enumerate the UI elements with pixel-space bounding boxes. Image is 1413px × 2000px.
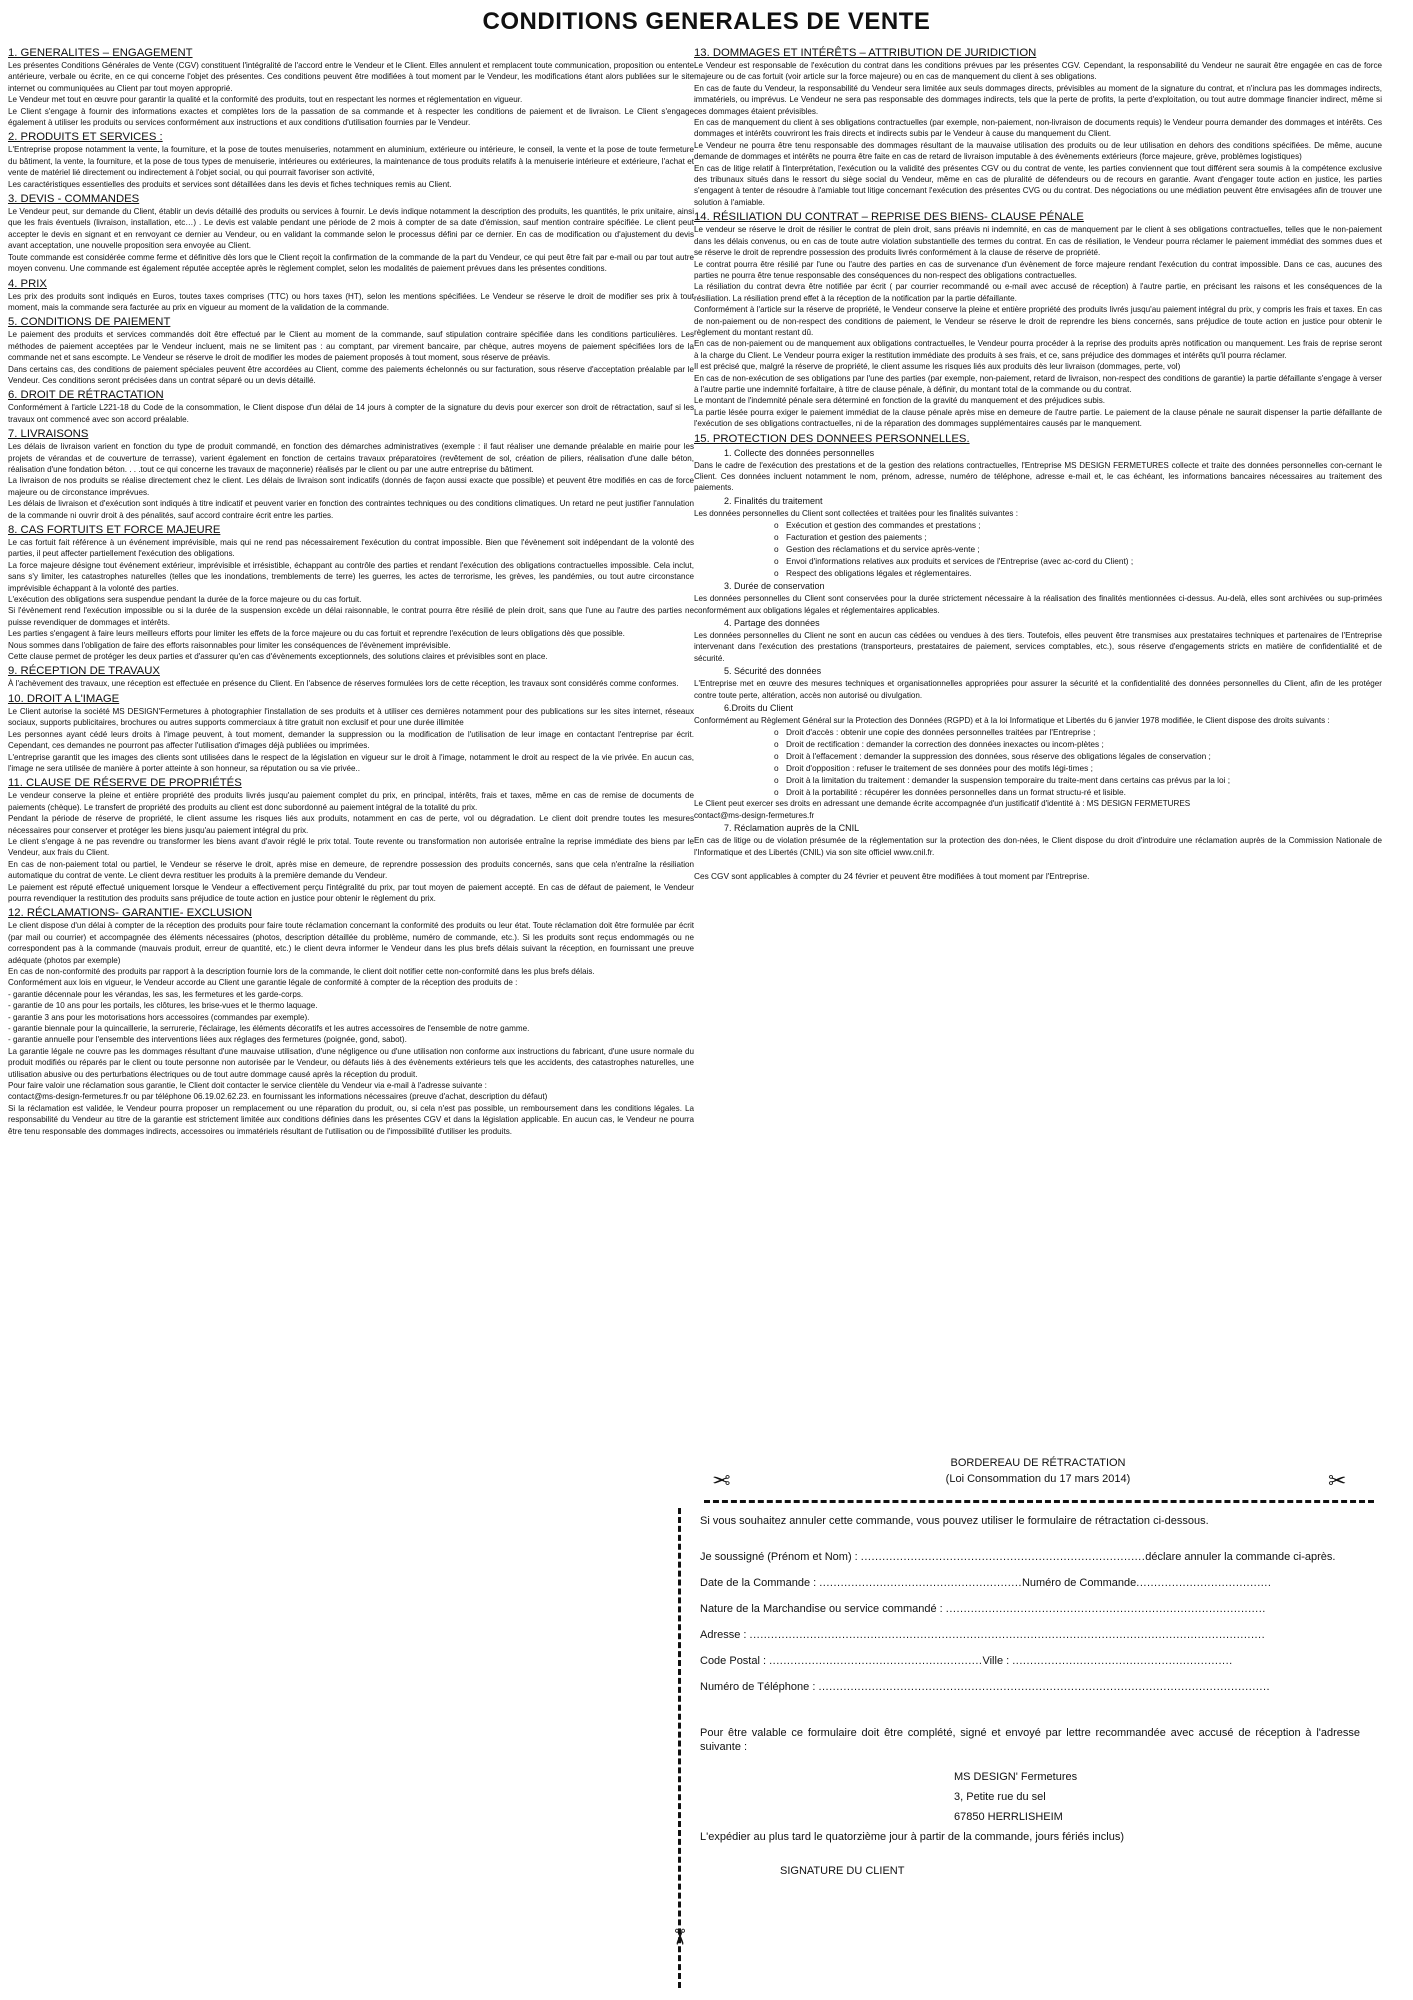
section <box>8 192 694 274</box>
field-order-date[interactable] <box>700 1576 1360 1590</box>
paragraph: La garantie légale ne couvre pas les dommages résultant d'une mauvaise utilisation, d'une négligence ou d'une utilisation non conforme aux instructions du fabricant, d'une usure normale du produit modifiés ou réparés par le client ou toute personne non autorisée par le Vendeur, ou défauts liés à des évènements extérieurs tels que les accidents, des catastrophes naturelles, une utilisation abusive ou des perturbations électriques ou de tout autre dommage causé après la réception du produit. <box>8 1046 694 1079</box>
bullet-item: o Droit à la limitation du traitement : demander la suspension temporaire du traite-ment dans certains cas prévus par la loi ; <box>774 774 1382 786</box>
field-postal-city[interactable] <box>700 1654 1360 1668</box>
paragraph: - garantie biennale pour la quincaillerie, la serrurerie, l'éclairage, les éléments décoratifs et les autres accessoires de l'ensemble de notre gamme. <box>8 1024 530 1034</box>
paragraph: Si l'évènement rend l'exécution impossible ou si la durée de la suspension excède un délai raisonnable, le contrat pourra être résilié de plein droit, sans que l'une au l'autre des parties ne puisse revendiquer de dommages et intérêts. <box>8 606 694 627</box>
paragraph: Toute commande est considérée comme ferme et définitive dès lors que le Client reçoit la confirmation de la commande de la part du Vendeur, ce qui peut être fait par e-mail ou par tout autre moyen convenu. Une commande est également réputée acceptée après le règlement complet, selon les modalités de paiement prévues dans les présentes conditions. <box>8 252 694 274</box>
paragraph: Les parties s'engagent à faire leurs meilleurs efforts pour limiter les effets de la force majeure ou du cas fortuit et reprendre l'exécution de leurs obligations dès que possible. <box>8 629 625 639</box>
paragraph: Conformément à l'article sur la réserve de propriété, le Vendeur conserve la pleine et entière propriété des produits livrés jusqu'au paiement intégral du prix, y compris les frais et taxes. En cas de non-paiement ou de non-respect des conditions de paiement, le Vendeur se réserve le droit de reprendre les biens concernés, sans préjudice de toute action en justice pour obtenir le règlement du montant restant dû. <box>694 305 1382 337</box>
paragraph: Le Vendeur ne pourra être tenu responsable des dommages résultant de la mauvaise utilisation des produits ou de leur utilisation en dehors des conditions spécifiées. De même, aucune demande de dommages et intérêts ne pourra être faite en cas de retard de livraison imputable à des évènements extérieurs (force majeure, grève, problèmes logistiques) <box>694 140 1382 162</box>
bullet-item: o Droit à la portabilité : récupérer les données personnelles dans un format structu-ré et lisible. <box>774 786 1382 798</box>
field-dots: .......................................................................................... <box>945 1603 1266 1615</box>
section <box>8 130 694 190</box>
paragraph: L'entreprise garantit que les images des clients sont utilisées dans le respect de la législation en vigueur sur le droit à l'image, notamment le droit au respect de la vie privée. En aucun cas, l'image ne sera utilisée de manière à porter atteinte à son honneur, sa réputation ou sa vie privée.. <box>8 752 694 773</box>
paragraph: Le contrat pourra être résilié par l'une ou l'autre des parties en cas de survenance d'un évènement de force majeure rendant l'exécution du contrat impossible. Dans ce cas, aucunes des parties ne pourra être tenue responsable des conséquences du non-respect des obligations contractuelles. <box>694 259 1382 280</box>
finalites-list <box>694 519 1382 579</box>
field-dots: ................................................................................ <box>860 1551 1146 1563</box>
section <box>8 46 694 128</box>
paragraph: Le client s'engage à ne pas revendre ou transformer les biens avant d'avoir réglé le prix total. Toute revente ou transformation non autorisée entraîne la reprise immédiate des biens par le Vendeur, aux frais du Client. <box>8 836 694 858</box>
bordereau-title: BORDEREAU DE RÉTRACTATION <box>950 1457 1126 1469</box>
closing-note: Ces CGV sont applicables à compter du 24 février et peuvent être modifiées à tout moment par l'Entreprise. <box>694 871 1090 882</box>
bordereau-subtitle: (Loi Consommation du 17 mars 2014) <box>945 1473 1131 1485</box>
field-label: Adresse : <box>700 1629 750 1641</box>
scissors-icon: ✂ <box>667 1927 693 1947</box>
field-label: Numéro de Commande <box>1021 1577 1137 1589</box>
paragraph: Les prix des produits sont indiqués en Euros, toutes taxes comprises (TTC) ou hors taxes (HT), selon les mentions spécifiées. Le Vendeur se réserve le droit de modifier ses prix à tout moment, mais la commande sera facturée au prix en vigueur au moment de la validation de la commande. <box>8 291 694 312</box>
section-title: 11. CLAUSE DE RÉSERVE DE PROPRIÉTÉS <box>8 777 242 790</box>
bullet-item: o Envoi d'informations relatives aux produits et services de l'Entreprise (avec ac-cord du Client) ; <box>774 555 1382 567</box>
paragraph: - garantie annuelle pour l'ensemble des interventions liées aux réglages des fermetures (poignée, gond, sabot). <box>8 1035 407 1045</box>
paragraph: Le Vendeur met tout en œuvre pour garantir la qualité et la conformité des produits, tout en respectant les normes et réglementation en vigueur. <box>8 95 523 105</box>
field-address[interactable] <box>700 1628 1360 1642</box>
paragraph: Conformément aux lois en vigueur, le Vendeur accorde au Client une garantie légale de conformité à compter de la réception des produits de : <box>8 978 518 988</box>
section <box>8 427 694 521</box>
field-dots: .............................................................. <box>1012 1655 1233 1667</box>
paragraph: Les données personnelles du Client sont conservées pour la durée strictement nécessaire à la réalisation des finalités mentionnées ci-dessus. Au-delà, elles sont archivées ou sup-primées conformément aux obligations légales et réglementaires applicables. <box>694 594 1382 615</box>
paragraph: Le vendeur conserve la pleine et entière propriété des produits livrés jusqu'au paiement complet du prix, en principal, intérêts, frais et taxes, même en cas de remise de documents de paiements (chèque). Le transfert de propriété des produits au client est donc subordonné au paiement intégral de la totalité du prix. <box>8 791 694 812</box>
paragraph: La force majeure désigne tout événement extérieur, imprévisible et irrésistible, échappant au contrôle des parties et rendant l'exécution des obligations contractuelles impossible. Cela inclut, sans s'y limiter, les catastrophes naturelles (telles que les inondations, tremblements de terre) les guerres, les actes de terrorisme, les grèves, les pandémies, ou tout autre circonstance imprévisible échappant à la volonté des parties. <box>8 560 694 593</box>
section <box>8 388 694 425</box>
paragraph: À l'achèvement des travaux, une réception est effectuée en présence du Client. En l'absence de réserves formulées lors de cette réception, les travaux sont considérés comme conformes. <box>8 679 679 689</box>
section-15 <box>694 432 1382 883</box>
paragraph: Conformément au Règlement Général sur la Protection des Données (RGPD) et à la loi Informatique et Libertés du 6 janvier 1978 modifiée, le Client dispose des droits suivants : <box>694 716 1330 726</box>
section-title: 6. DROIT DE RÉTRACTATION <box>8 389 164 402</box>
field-label: Ville : <box>982 1655 1013 1667</box>
bordereau-instructions: Pour être valable ce formulaire doit être complété, signé et envoyé par lettre recommandée avec accusé de réception à l'adresse suivante : <box>700 1727 1360 1753</box>
paragraph: Le paiement est réputé effectué uniquement lorsque le Vendeur a effectivement perçu l'intégralité du prix, par tout moyen de paiement accepté. En cas de défaut de paiement, le Vendeur pourra revendiquer la restitution des produits sans préjudice de toute action en justice pour obtenir le règlement du prix. <box>8 882 694 903</box>
bordereau-intro: Si vous souhaitez annuler cette commande, vous pouvez utiliser le formulaire de rétractation ci-dessous. <box>700 1515 1209 1527</box>
paragraph: Conformément à l'article L221-18 du Code de la consommation, le Client dispose d'un délai de 14 jours à compter de la signature du devis pour exercer son droit de rétractation, sauf si les travaux ont commencé avec son accord préalable. <box>8 403 694 424</box>
field-dots: ............................................................ <box>769 1655 983 1667</box>
paragraph: - garantie 3 ans pour les motorisations hors accessoires (commandes par exemple). <box>8 1012 310 1022</box>
paragraph: Pour faire valoir une réclamation sous garantie, le Client doit contacter le service clientèle du Vendeur via e-mail à l'adresse suivante : <box>8 1081 487 1091</box>
bullet-item: o Droit d'accès : obtenir une copie des données personnelles traitées par l'Entreprise ; <box>774 726 1382 738</box>
field-label: Nature de la Marchandise ou service commandé : <box>700 1603 946 1615</box>
section <box>8 776 694 904</box>
section <box>694 210 1382 429</box>
bullet-item: o Droit à l'effacement : demander la suppression des données, sous réserve des obligations légales de conservation ; <box>774 750 1382 762</box>
section-title: 14. RÉSILIATION DU CONTRAT – REPRISE DES BIENS- CLAUSE PÉNALE <box>694 211 1084 224</box>
bullet-item: o Facturation et gestion des paiements ; <box>774 531 1382 543</box>
paragraph: Le Vendeur est responsable de l'exécution du contrat dans les conditions prévues par les présentes CGV. Cependant, la responsabilité du Vendeur ne saurait être engagée en cas de force majeure ou de cas fortuit (voir article sur la force majeure) ou en cas de manquement du client à ses obligations. <box>694 61 1382 82</box>
paragraph: Le cas fortuit fait référence à un événement imprévisible, mais qui ne rend pas nécessairement l'exécution du contrat impossible. Bien que l'évènement soit indépendant de la volonté des parties, il peut affecter partiellement l'exécution des obligations. <box>8 538 694 559</box>
paragraph: Les données personnelles du Client sont collectées et traitées pour les finalités suivantes : <box>694 508 1018 518</box>
paragraph: Les présentes Conditions Générales de Vente (CGV) constituent l'intégralité de l'accord entre le Vendeur et le Client. Elles annulent et remplacent toute communication, proposition ou entente antérieure, verbale ou écrite, en ce qui concerne l'objet des présentes. Ces conditions peuvent être modifiées à tout moment par le Vendeur, les modifications étant alors publiées sur le site internet ou communiquées au Client par tout moyen approprié. <box>8 61 694 93</box>
section <box>8 277 694 314</box>
paragraph: Le client dispose d'un délai à compter de la réception des produits pour faire toute réclamation concernant la conformité des produits ou leur état. Toute réclamation doit être formulée par écrit (par mail ou courrier) et accompagnée des éléments nécessaires (photos, description détaillée du problème, numéro de commande, etc.). Si les produits sont reçus endommagés ou ne correspondent pas à la commande (mauvais produit, erreur de quantité, etc.) le client devra informer le Vendeur dans les plus brefs délais suivant la réception, en fournissant une preuve adéquate (photos par exemple) <box>8 921 694 965</box>
paragraph: Le Client s'engage à fournir des informations exactes et complètes lors de la passation de sa commande et à respecter les conditions de paiement et de livraison. Le Client s'engage également à utiliser les produits ou services conformément aux instructions et aux conditions d'utilisation fournies par le Vendeur. <box>8 106 694 128</box>
paragraph: En cas de faute du Vendeur, la responsabilité du Vendeur sera limitée aux seuls dommages directs, prévisibles au moment de la signature du contrat, et n'inclura pas les dommages indirects, immatériels, ou imprévus. Le Vendeur ne sera pas responsable des dommages indirects, tels que la perte de profits, la perte d'exploitation, ou tout autre dommage financier indirect, même si ces dommages étaient prévisibles. <box>694 83 1382 116</box>
subheading-duree: 3. Durée de conservation <box>724 581 825 592</box>
field-dots: ......................................................... <box>819 1577 1022 1589</box>
company-street: 3, Petite rue du sel <box>954 1791 1046 1803</box>
paragraph: Les personnes ayant cédé leurs droits à l'image peuvent, à tout moment, demander la suppression ou la modification de l'utilisation de leur image en contactant l'entreprise par écrit. Cependant, ces demandes ne pourront pas affecter l'utilisation d'images déjà publiées ou imprimées. <box>8 729 694 751</box>
bordereau-deadline: L'expédier au plus tard le quatorzième jour à partir de la commande, jours fériés inclus) <box>700 1831 1124 1843</box>
field-label: Numéro de Téléphone : <box>700 1681 819 1693</box>
section <box>694 46 1382 208</box>
section <box>8 692 694 774</box>
paragraph: Le vendeur se réserve le droit de résilier le contrat de plein droit, sans préavis ni indemnité, en cas de manquement par le client à ses obligations contractuelles, telles que le non-paiement dans les délais convenus, ou en cas de toute autre violation substantielle des termes du contrat. En cas de résiliation, le Vendeur pourra réclamer le paiement immédiat des sommes dues et se réserve le droit de reprendre possession des produits livrés conformément à la clause de réserve de propriété. <box>694 225 1382 258</box>
field-label: Je soussigné (Prénom et Nom) : <box>700 1551 861 1563</box>
paragraph: Si la réclamation est validée, le Vendeur pourra proposer un remplacement ou une réparation du produit, ou, si cela n'est pas possible, un remboursement dans les conditions légales. La responsabilité du Vendeur au titre de la garantie est strictement limitée aux conditions définies dans les présentes CGV et dans la législation applicable. En aucun cas, le Vendeur ne pourra être tenu responsable des dommages indirects, accessoires ou immatériels résultant de l'utilisation ou de l'impossibilité d'utiliser les produits. <box>8 1103 694 1136</box>
paragraph: L'Entreprise met en œuvre des mesures techniques et organisationnelles appropriées pour assurer la sécurité et la confidentialité des données personnelles du Client, afin de les protéger contre toute perte, altération, accès non autorisé ou divulgation. <box>694 679 1382 700</box>
field-label: Code Postal : <box>700 1655 770 1667</box>
paragraph: La livraison de nos produits se réalise directement chez le client. Les délais de livraison sont indicatifs (donnés de façon aussi exacte que possible) et peuvent être modifiés en cas de force majeure ou de circonstance imprévues. <box>8 476 694 497</box>
bullet-item: o Gestion des réclamations et du service après-vente ; <box>774 543 1382 555</box>
field-dots: ...................................... <box>1136 1577 1272 1589</box>
bordereau-retractation <box>667 1450 1382 1990</box>
paragraph: Il est précisé que, malgré la réserve de propriété, le client assume les risques liés aux produits dès leur livraison (dommages, perte, vol) <box>694 362 1181 372</box>
paragraph: En cas de manquement du client à ses obligations contractuelles (par exemple, non-paiement, non-livraison de documents requis) le Vendeur pourra demander des dommages et intérêts. Ces dommages et intérêts couvriront les frais directs et indirects subis par le Vendeur à cause du manquement du Client. <box>694 118 1382 139</box>
paragraph: En cas de non-paiement ou de manquement aux obligations contractuelles, le Vendeur pourra procéder à la reprise des produits après notification ou manquement. Les frais de reprise seront à la charge du Client. Le Vendeur pourra exiger la restitution immédiate des produits à ses frais, et ce, sans préjudice des dommages et intérêts qu'il pourra réclamer. <box>694 339 1382 360</box>
droits-list <box>694 726 1382 798</box>
cut-line-vertical <box>678 1508 681 1988</box>
paragraph: L'exécution des obligations sera suspendue pendant la durée de la force majeure ou du cas fortuit. <box>8 595 362 605</box>
paragraph: Dans certains cas, des conditions de paiement spéciales peuvent être accordées au Client, comme des paiements échelonnés ou sur facturation, sous réserve d'acceptation préalable par le Vendeur. Ces conditions seront précisées dans un contrat séparé ou un devis détaillé. <box>8 364 694 385</box>
bullet-item: o Exécution et gestion des commandes et prestations ; <box>774 519 1382 531</box>
paragraph: En cas de non-paiement total ou partiel, le Vendeur se réserve le droit, après mise en demeure, de reprendre possession des produits concernés, sans que cela n'entraîne la résiliation automatique du contrat de vente. Le client devra restituer les produits à la première demande du Vendeur. <box>8 859 694 881</box>
paragraph: Les données personnelles du Client ne sont en aucun cas cédées ou vendues à des tiers. Toutefois, elles peuvent être transmises aux prestataires techniques et partenaires de l'Entreprise intervenant dans l'exécution des prestations (transporteurs, prestataires de paiement, services comptables, etc.), sous réserve d'engagements stricts en matière de confidentialité et de sécurité. <box>694 631 1382 663</box>
paragraph: Cette clause permet de protéger les deux parties et d'assurer qu'en cas d'évènements exceptionnels, des solutions claires et prévisibles sont en place. <box>8 652 548 662</box>
paragraph: - garantie de 10 ans pour les portails, les clôtures, les brise-vues et le thermo laquage. <box>8 1001 318 1011</box>
bullet-item: o Droit d'opposition : refuser le traitement de ses données pour des motifs légi-times ; <box>774 762 1382 774</box>
subheading-partage: 4. Partage des données <box>724 618 820 629</box>
paragraph: Le paiement des produits et services commandés doit être effectué par le Client au moment de la commande, sauf stipulation contraire spécifiée dans les conditions particulières. Les méthodes de paiement acceptées par le Vendeur incluent, mais ne se limitent pas : au comptant, par virement bancaire, par chèque, autres moyens de paiement spécifiées lors de la commande net et sans escompte. Le Vendeur se réserve le droit de modifier les modes de paiement proposés à tout moment, sous réserve de préavis. <box>8 330 694 363</box>
paragraph: Les délais de livraison varient en fonction du type de produit commandé, en fonction des démarches administratives (exemple : il faut réaliser une demande préalable en mairie pour les projets de vérandas et de couverture de terrasse), varient également en fonction de certains travaux préparatoires (revêtement de sol, création de piliers, réalisation d'une dalle béton, réalisation d'une fondation béton. . . .tout ce qui concerne les travaux de maçonnerie) réalisés par le client ou par une autre entreprise du bâtiment. <box>8 442 694 474</box>
paragraph: En cas de non-exécution de ses obligations par l'une des parties (par exemple, non-paiement, retard de livraison, non-respect des conditions de garantie) la partie défaillante s'engage à verser à l'autre partie une indemnité forfaitaire, à titre de clause pénale, à définir, du montant total de la commande ou du contrat. <box>694 373 1382 394</box>
section-title: 5. CONDITIONS DE PAIEMENT <box>8 316 171 329</box>
paragraph: contact@ms-design-fermetures.fr ou par téléphone 06.19.02.62.23. en fournissant les informations nécessaires (preuve d'achat, description du défaut) <box>8 1092 548 1102</box>
company-city: 67850 HERRLISHEIM <box>954 1811 1063 1823</box>
left-column <box>8 44 694 1992</box>
scissors-icon: ✂ <box>1328 1468 1347 1493</box>
section-title: 13. DOMMAGES ET INTÉRÊTS – ATTRIBUTION DE JURIDICTION <box>694 47 1037 59</box>
paragraph: Le montant de l'indemnité pénale sera déterminé en fonction de la gravité du manquement et des préjudices subis. <box>694 396 1105 406</box>
paragraph: Les délais de livraison et d'exécution sont indiqués à titre indicatif et peuvent varier en fonction des contraintes techniques ou des conditions climatiques. Un retard ne peut justifier l'annulation de la commande ni ouvrir droit à des pénalités, sauf accord contraire écrit entre les parties. <box>8 499 694 520</box>
right-column <box>694 44 1382 1434</box>
paragraph: - garantie décennale pour les vérandas, les sas, les fermetures et les garde-corps. <box>8 989 304 999</box>
subheading-collecte: 1. Collecte des données personnelles <box>724 447 875 458</box>
paragraph: Le Vendeur peut, sur demande du Client, établir un devis détaillé des produits ou services à fournir. Le devis indique notamment la description des produits, les quantités, le prix unitaire, ainsi que les frais éventuels (livraison, installation, etc…) . Le devis est valable pendant une période de 2 mois à compter de sa date d'émission, sauf mention contraire spécifiée. Le client peut accepter le devis en signant et en renvoyant ce dernier au Vendeur, ou en validant la commande selon le processus défini par ce dernier. En cas de modification ou d'ajustement du devis avant acceptation, une nouvelle proposition sera envoyée au Client. <box>8 207 694 251</box>
cut-line-horizontal <box>704 1500 1374 1503</box>
section-title: 9. RÉCEPTION DE TRAVAUX <box>8 665 160 678</box>
section-title: 2. PRODUITS ET SERVICES : <box>8 131 163 144</box>
section <box>8 906 694 1137</box>
section-title: 8. CAS FORTUITS ET FORCE MAJEURE <box>8 524 221 536</box>
paragraph: Le Client autorise la société MS DESIGN'Fermetures à photographier l'installation de ses produits et à utiliser ces dernières notamment pour des publications sur les sites internet, réseaux sociaux, supports publicitaires, brochures ou autres supports commerciaux à titre gratuit non exclusif et pour une durée illimitée <box>8 706 694 728</box>
page-title: CONDITIONS GENERALES DE VENTE <box>482 8 931 35</box>
paragraph: Le Client peut exercer ses droits en adressant une demande écrite accompagnée d'un justificatif d'identité à : MS DESIGN FERMETURES <box>694 799 1191 809</box>
section-title: 15. PROTECTION DES DONNEES PERSONNELLES. <box>694 432 970 445</box>
subheading-cnil: 7. Réclamation auprès de la CNIL <box>724 823 860 834</box>
right-sections <box>694 46 1382 430</box>
bullet-item: o Droit de rectification : demander la correction des données inexactes ou incom-plètes ; <box>774 738 1382 750</box>
paragraph: En cas de litige ou de violation présumée de la réglementation sur la protection des don-nées, le Client dispose du droit d'introduire une réclamation auprès de la Commission Nationale de l'Informatique et des Libertés (CNIL) via son site officiel www.cnil.fr. <box>694 836 1382 857</box>
field-phone[interactable] <box>700 1680 1360 1694</box>
section <box>8 664 694 689</box>
section-title: 4. PRIX <box>8 277 47 290</box>
company-name: MS DESIGN' Fermetures <box>954 1771 1078 1783</box>
contact-email: contact@ms-design-fermetures.fr <box>694 810 815 820</box>
field-dots: ............................................................................................................................... <box>818 1681 1271 1693</box>
paragraph: En cas de litige relatif à l'interprétation, l'exécution ou la validité des présentes CGV ou du contrat de vente, les parties conviennent que tout différent sera soumis à la compétence exclusive des tribunaux situés dans le ressort du siège social du Vendeur, même en cas de pluralité de défendeurs ou de recours en garantie. Avant d'engager toute action en justice, les parties s'engagent à tenter de résoudre à l'amiable tout litige concernant l'exécution des présentes CVG ou du contrat. Des négociations ou une médiation peuvent être envisagées afin de trouver une solution à l'amiable. <box>694 163 1382 207</box>
paragraph: L'Entreprise propose notamment la vente, la fourniture, et la pose de toutes menuiseries, notamment en aluminium, extérieure ou intérieure, le conseil, la vente et la pose de toute fermeture du bâtiment, la vente, la fourniture, et la pose de tous types de menuiserie, intérieures ou extérieures, la maintenance de tous produits relatifs à la menuiserie intérieure et extérieure, l'achat et vente de matériel lié directement ou indirectement à l'objet social, ou qui pourrait favoriser son activité, <box>8 145 694 178</box>
field-goods-nature[interactable] <box>700 1602 1360 1616</box>
bullet-item: o Respect des obligations légales et réglementaires. <box>774 567 1382 579</box>
section-title: 3. DEVIS - COMMANDES <box>8 193 140 206</box>
subheading-securite: 5. Sécurité des données <box>724 666 822 677</box>
section-title: 1. GENERALITES – ENGAGEMENT <box>8 47 193 59</box>
paragraph: En cas de non-conformité des produits par rapport à la description fournie lors de la commande, le client doit notifier cette non-conformité dans les plus brefs délais. <box>8 967 595 976</box>
field-name[interactable] <box>700 1550 1360 1564</box>
subheading-droits: 6.Droits du Client <box>724 703 794 714</box>
field-suffix: déclare annuler la commande ci-après. <box>1145 1551 1336 1563</box>
field-dots: ................................................................................................................................................. <box>749 1629 1266 1641</box>
section-title: 7. LIVRAISONS <box>8 428 89 441</box>
field-label: Date de la Commande : <box>700 1577 820 1589</box>
client-signature[interactable]: SIGNATURE DU CLIENT <box>780 1865 905 1877</box>
subheading-finalites: 2. Finalités du traitement <box>724 495 823 506</box>
paragraph: Dans le cadre de l'exécution des prestations et de la gestion des relations contractuelles, l'Entreprise MS DESIGN FERMETURES collecte et traite des données personnelles con-cernant le Client. Ces données incluent notamment le nom, prénom, adresse, numéro de téléphone, adresse e-mail et, le cas échéant, les informations bancaires nécessaires au traitement des paiements. <box>694 460 1382 493</box>
section <box>8 523 694 662</box>
scissors-icon: ✂ <box>712 1468 731 1493</box>
section-title: 10. DROIT A L'IMAGE <box>8 692 120 705</box>
paragraph: Pendant la période de réserve de propriété, le client assume les risques liés aux produits, notamment en cas de perte, vol ou dégradation. Le client doit prendre toutes les mesures nécessaires pour conserver et protéger les biens jusqu'au paiement intégral du prix. <box>8 814 694 835</box>
paragraph: La partie lésée pourra exiger le paiement immédiat de la clause pénale après mise en demeure de l'autre partie. Le paiement de la clause pénale ne saurait dispenser la partie défaillante de l'exécution de ses obligations contractuelles, ni de la réparation des dommages supplémentaires causés par le manquement. <box>694 407 1382 429</box>
paragraph: La résiliation du contrat devra être notifiée par écrit ( par courrier recommandé ou e-mail avec accusé de réception) à l'autre partie, en précisant les raisons et les conséquences de la résiliation. La résiliation prend effet à la réception de la notification par la partie défaillante. <box>694 282 1382 303</box>
section <box>8 315 694 386</box>
paragraph: Les caractéristiques essentielles des produits et services sont détaillées dans les devis et fiches techniques remis au Client. <box>8 179 452 189</box>
section-title: 12. RÉCLAMATIONS- GARANTIE- EXCLUSION <box>8 907 252 920</box>
paragraph: Nous sommes dans l'obligation de faire des efforts raisonnables pour limiter les conséquences de l'évènement imprévisible. <box>8 640 451 650</box>
